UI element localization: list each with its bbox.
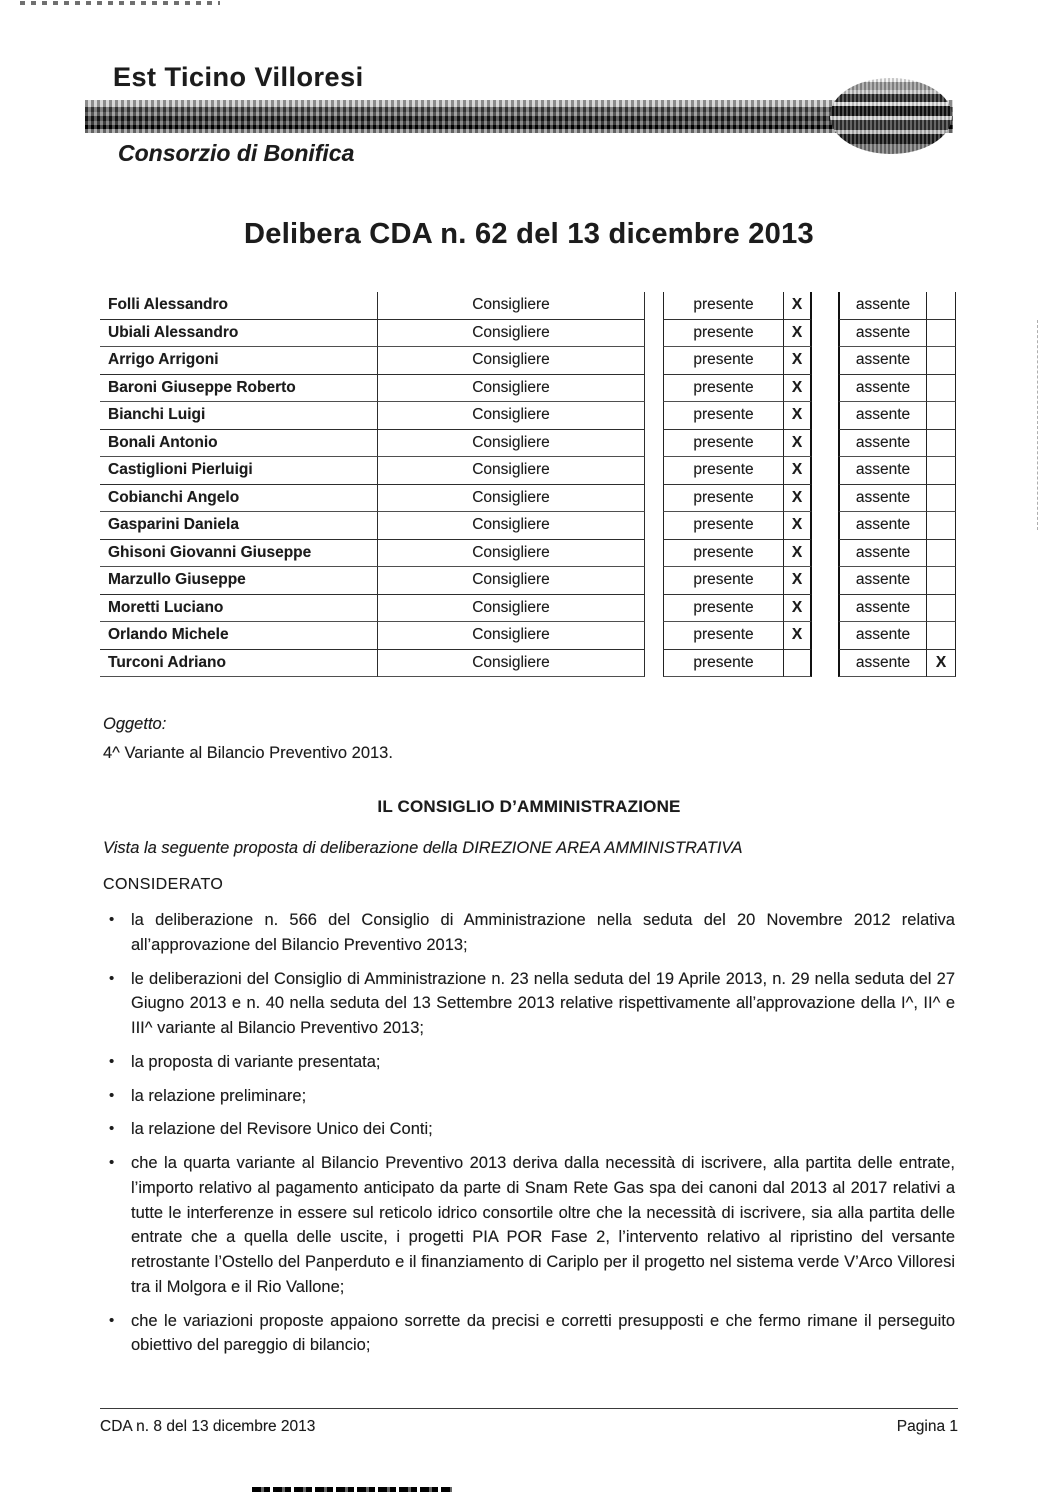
attendance-row [100,485,956,513]
org-logo-globe-icon [830,78,952,154]
absent-label: assente [838,540,926,568]
absent-label: assente [838,622,926,650]
attendance-row [100,320,956,348]
present-label: presente [663,375,783,403]
absent-mark: X [926,650,956,678]
present-mark [783,650,812,678]
present-mark: X [783,595,812,623]
attendance-table [100,292,956,677]
member-role: Consigliere [378,485,645,513]
footer-page-number: Pagina 1 [896,1418,958,1435]
member-role: Consigliere [378,402,645,430]
absent-mark [926,595,956,623]
member-name: Moretti Luciano [100,595,378,623]
considerato-label: CONSIDERATO [103,876,224,893]
absent-mark [926,485,956,513]
present-mark: X [783,375,812,403]
consideration-item: • che le variazioni proposte appaiono sorrette da precisi e corretti presupposti e che fermo rimane il perseguito obiettivo del pareggio di bilancio; [131,1309,955,1359]
attendance-row [100,402,956,430]
member-role: Consigliere [378,622,645,650]
absent-label: assente [838,402,926,430]
absent-label: assente [838,650,926,678]
scan-noise-right [1037,320,1038,530]
absent-label: assente [838,485,926,513]
member-role: Consigliere [378,430,645,458]
member-name: Gasparini Daniela [100,512,378,540]
member-role: Consigliere [378,347,645,375]
footer-doc-ref: CDA n. 8 del 13 dicembre 2013 [100,1418,316,1435]
present-mark: X [783,402,812,430]
absent-mark [926,567,956,595]
present-mark: X [783,622,812,650]
council-heading: IL CONSIGLIO D’AMMINISTRAZIONE [377,797,681,816]
present-label: presente [663,512,783,540]
member-name: Bonali Antonio [100,430,378,458]
member-name: Baroni Giuseppe Roberto [100,375,378,403]
absent-label: assente [838,512,926,540]
absent-mark [926,430,956,458]
vista-line: Vista la seguente proposta di deliberazione della DIREZIONE AREA AMMINISTRATIVA [103,839,743,857]
member-role: Consigliere [378,457,645,485]
absent-mark [926,540,956,568]
present-label: presente [663,650,783,678]
present-label: presente [663,540,783,568]
absent-label: assente [838,320,926,348]
present-label: presente [663,622,783,650]
attendance-row [100,540,956,568]
member-role: Consigliere [378,540,645,568]
consideration-item: • la relazione preliminare; [131,1084,955,1109]
member-name: Cobianchi Angelo [100,485,378,513]
member-name: Turconi Adriano [100,650,378,678]
member-name: Marzullo Giuseppe [100,567,378,595]
absent-label: assente [838,430,926,458]
absent-mark [926,375,956,403]
absent-mark [926,292,956,320]
present-mark: X [783,430,812,458]
member-role: Consigliere [378,292,645,320]
absent-label: assente [838,375,926,403]
consideration-item: • la deliberazione n. 566 del Consiglio di Amministrazione nella seduta del 20 Novembre 2012 relativa all’approvazione del Bilancio Preventivo 2013; [131,908,955,958]
member-role: Consigliere [378,375,645,403]
absent-mark [926,320,956,348]
absent-mark [926,622,956,650]
consideration-item: • che la quarta variante al Bilancio Preventivo 2013 deriva dalla necessità di iscrivere, alla partita delle entrate, l’importo relativo al pagamento anticipato da parte di Snam Rete Gas spa dei canoni dal 2013 al 2017 relativi a tutte le interferenze in essere sul reticolo idrico consortile oltre che la necessità di iscrivere, sia alla partita delle entrate che a quella delle uscite, i progetti PIA POR Fase 2, l’intervento relativo al ripristino del versante retrostante l’Ostello del Panperduto e il finanziamento di Cariplo per il progetto nel sistema verde V’Arco Villoresi tra il Molgora e il Rio Vallone; [131,1151,955,1300]
member-role: Consigliere [378,650,645,678]
present-label: presente [663,567,783,595]
attendance-row [100,595,956,623]
attendance-row [100,567,956,595]
attendance-row [100,650,956,678]
member-role: Consigliere [378,595,645,623]
absent-mark [926,347,956,375]
present-mark: X [783,567,812,595]
page-footer [100,1408,958,1436]
org-name: Est Ticino Villoresi [113,62,364,92]
present-mark: X [783,512,812,540]
attendance-row [100,457,956,485]
absent-label: assente [838,595,926,623]
present-mark: X [783,320,812,348]
considerations-list [103,908,955,1358]
present-mark: X [783,540,812,568]
absent-mark [926,457,956,485]
present-label: presente [663,402,783,430]
member-name: Ghisoni Giovanni Giuseppe [100,540,378,568]
attendance-row [100,375,956,403]
present-label: presente [663,595,783,623]
consideration-item: • la relazione del Revisore Unico dei Conti; [131,1117,955,1142]
attendance-row [100,512,956,540]
present-label: presente [663,457,783,485]
consideration-item: • la proposta di variante presentata; [131,1050,955,1075]
member-role: Consigliere [378,320,645,348]
subject-section [103,715,958,763]
present-mark: X [783,457,812,485]
present-label: presente [663,347,783,375]
consideration-item: • le deliberazioni del Consiglio di Amministrazione n. 23 nella seduta del 19 Aprile 2013, n. 29 nella seduta del 27 Giugno 2013 e n. 40 nella seduta del 13 Settembre 2013 relative rispettivamente all’approvazione della I^, II^ e III^ variante al Bilancio Preventivo 2013; [131,967,955,1041]
member-role: Consigliere [378,567,645,595]
absent-label: assente [838,347,926,375]
absent-mark [926,512,956,540]
attendance-row [100,347,956,375]
present-mark: X [783,347,812,375]
member-name: Ubiali Alessandro [100,320,378,348]
member-name: Castiglioni Pierluigi [100,457,378,485]
absent-label: assente [838,457,926,485]
attendance-row [100,430,956,458]
member-name: Bianchi Luigi [100,402,378,430]
document-title: Delibera CDA n. 62 del 13 dicembre 2013 [244,218,814,250]
member-name: Orlando Michele [100,622,378,650]
scan-noise-bottom [252,1487,452,1492]
present-mark: X [783,292,812,320]
subject-label: Oggetto: [103,715,167,733]
attendance-row [100,292,956,320]
subject-text: 4^ Variante al Bilancio Preventivo 2013. [103,744,393,762]
attendance-row [100,622,956,650]
absent-mark [926,402,956,430]
present-mark: X [783,485,812,513]
member-name: Folli Alessandro [100,292,378,320]
absent-label: assente [838,567,926,595]
present-label: presente [663,485,783,513]
member-name: Arrigo Arrigoni [100,347,378,375]
absent-label: assente [838,292,926,320]
letterhead [0,0,1058,190]
member-role: Consigliere [378,512,645,540]
letterhead-stripe-band [85,100,953,133]
present-label: presente [663,292,783,320]
present-label: presente [663,430,783,458]
present-label: presente [663,320,783,348]
org-subtitle: Consorzio di Bonifica [118,140,355,166]
